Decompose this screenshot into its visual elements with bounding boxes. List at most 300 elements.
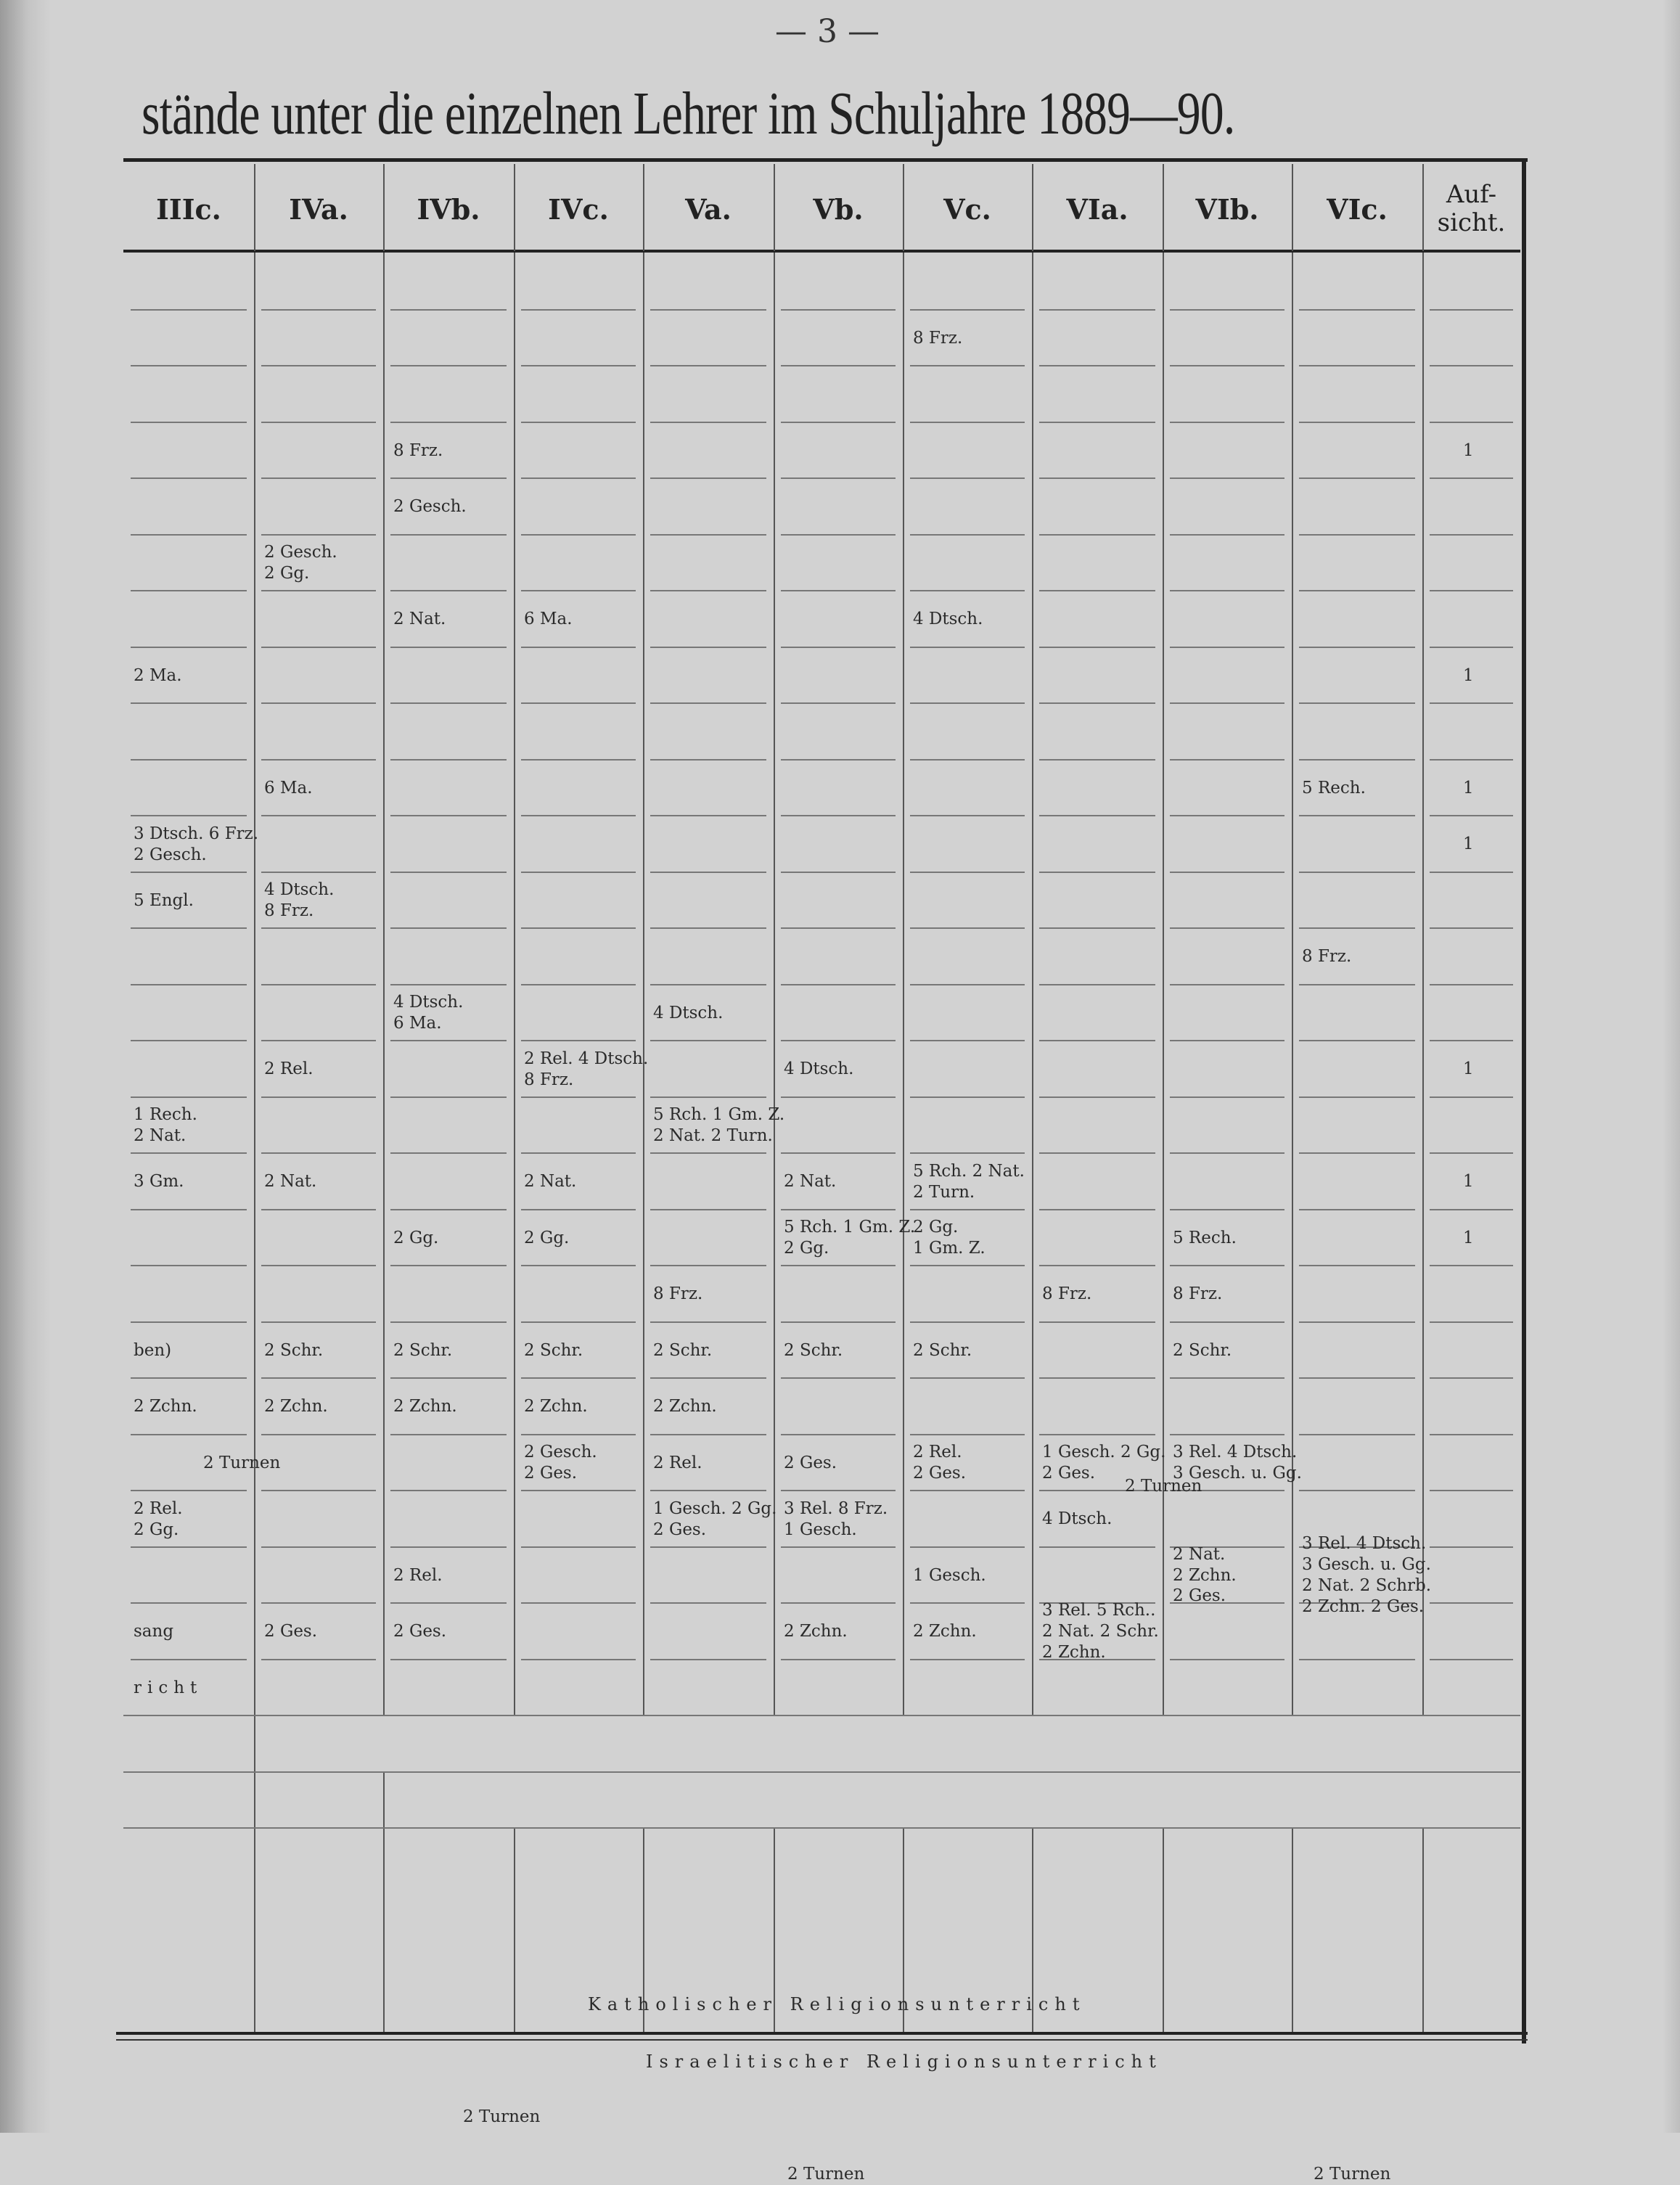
grid-hline xyxy=(1170,1096,1284,1098)
grid-hline xyxy=(1039,422,1155,423)
grid-hline xyxy=(1299,702,1415,704)
grid-hline xyxy=(650,647,766,648)
schedule-cell: 4 Dtsch. xyxy=(784,1059,854,1079)
grid-hline xyxy=(521,759,636,761)
grid-hline xyxy=(1299,1040,1415,1041)
grid-hline xyxy=(261,1321,376,1323)
grid-hline xyxy=(390,422,507,423)
grid-hline xyxy=(123,1715,1520,1716)
schedule-cell: 5 Engl. xyxy=(134,890,194,910)
grid-vline xyxy=(514,253,515,1715)
grid-hline xyxy=(131,590,247,591)
grid-hline xyxy=(1170,1152,1284,1154)
grid-hline xyxy=(781,815,896,816)
grid-hline xyxy=(261,309,376,311)
grid-hline xyxy=(1430,927,1513,929)
grid-hline xyxy=(261,702,376,704)
grid-hline xyxy=(781,702,896,704)
schedule-cell: 2 Gesch. 2 Ges. xyxy=(524,1443,597,1483)
grid-vline xyxy=(254,253,255,2032)
grid-hline xyxy=(1299,309,1415,311)
schedule-cell: sang xyxy=(134,1622,174,1641)
grid-hline xyxy=(1039,1209,1155,1210)
grid-hline xyxy=(521,1265,636,1266)
grid-hline xyxy=(910,1377,1025,1379)
schedule-cell: 2 Rel. xyxy=(653,1453,702,1472)
span-israelitischer-religionsunterricht: Israelitischer Religionsunterricht xyxy=(646,2051,1163,2072)
grid-hline xyxy=(650,927,766,929)
schedule-cell: 8 Frz. xyxy=(1302,947,1352,967)
grid-hline xyxy=(781,647,896,648)
grid-hline xyxy=(1430,590,1513,591)
grid-hline xyxy=(910,702,1025,704)
grid-hline xyxy=(131,1096,247,1098)
schedule-cell: 1 xyxy=(1463,1172,1474,1192)
grid-hline xyxy=(1299,365,1415,366)
grid-hline xyxy=(650,309,766,311)
grid-hline xyxy=(521,1321,636,1323)
grid-vline xyxy=(1032,164,1033,251)
grid-hline xyxy=(131,984,247,985)
grid-hline xyxy=(1039,1096,1155,1098)
grid-hline xyxy=(521,477,636,479)
grid-hline xyxy=(1430,1096,1513,1098)
grid-hline xyxy=(1299,1659,1415,1660)
grid-hline xyxy=(910,477,1025,479)
grid-hline xyxy=(781,1490,896,1491)
grid-hline xyxy=(1430,984,1513,985)
grid-hline xyxy=(1039,1546,1155,1548)
grid-vline xyxy=(254,164,255,251)
grid-hline xyxy=(521,590,636,591)
grid-hline xyxy=(781,590,896,591)
grid-hline xyxy=(390,590,507,591)
schedule-cell: 2 Gesch. xyxy=(393,497,467,517)
grid-hline xyxy=(781,1602,896,1604)
grid-hline xyxy=(1299,815,1415,816)
grid-vline xyxy=(903,253,904,1715)
grid-hline xyxy=(1039,477,1155,479)
grid-hline xyxy=(910,1434,1025,1435)
grid-hline xyxy=(781,1265,896,1266)
grid-hline xyxy=(1170,759,1284,761)
grid-hline xyxy=(1430,309,1513,311)
grid-hline xyxy=(390,1265,507,1266)
schedule-cell: 2 Gg. xyxy=(393,1228,439,1247)
grid-hline xyxy=(521,365,636,366)
grid-hline xyxy=(910,1602,1025,1604)
grid-hline xyxy=(131,365,247,366)
schedule-table xyxy=(123,158,1528,2184)
grid-hline xyxy=(131,702,247,704)
grid-hline xyxy=(1170,815,1284,816)
schedule-cell: 3 Dtsch. 6 Frz. 2 Gesch. xyxy=(134,824,259,864)
grid-hline xyxy=(261,927,376,929)
grid-hline xyxy=(910,1265,1025,1266)
grid-vline xyxy=(1422,1827,1424,2032)
grid-hline xyxy=(390,927,507,929)
grid-hline xyxy=(910,815,1025,816)
grid-hline xyxy=(521,984,636,985)
grid-hline xyxy=(1039,647,1155,648)
grid-hline xyxy=(131,759,247,761)
grid-hline xyxy=(781,422,896,423)
grid-hline xyxy=(1039,309,1155,311)
schedule-cell: 2 Nat. xyxy=(393,610,446,629)
grid-hline xyxy=(131,309,247,311)
schedule-cell: 5 Rech. xyxy=(1173,1228,1237,1247)
schedule-cell: 1 xyxy=(1463,1059,1474,1079)
grid-vline xyxy=(1292,164,1293,251)
grid-hline xyxy=(1039,1040,1155,1041)
schedule-cell: 2 Schr. xyxy=(653,1340,713,1360)
grid-hline xyxy=(1170,477,1284,479)
grid-hline xyxy=(261,872,376,873)
schedule-cell: 2 Schr. xyxy=(393,1340,453,1360)
grid-hline xyxy=(781,927,896,929)
grid-hline xyxy=(1430,1265,1513,1266)
grid-hline xyxy=(521,815,636,816)
grid-hline xyxy=(910,1546,1025,1548)
grid-vline xyxy=(643,253,644,1715)
grid-hline xyxy=(261,1377,376,1379)
grid-hline xyxy=(1039,1434,1155,1435)
grid-hline xyxy=(261,984,376,985)
grid-hline xyxy=(1299,1434,1415,1435)
grid-hline xyxy=(521,309,636,311)
grid-hline xyxy=(1039,1321,1155,1323)
grid-hline xyxy=(1299,984,1415,985)
grid-hline xyxy=(521,1602,636,1604)
grid-hline xyxy=(1430,1659,1513,1660)
schedule-cell: 8 Frz. xyxy=(913,328,963,348)
grid-vline xyxy=(643,164,644,251)
grid-hline xyxy=(910,1040,1025,1041)
grid-hline xyxy=(131,872,247,873)
schedule-cell: 6 Ma. xyxy=(264,778,313,798)
schedule-cell: 2 Zchn. xyxy=(393,1397,457,1417)
grid-hline xyxy=(521,1096,636,1098)
grid-hline xyxy=(1039,1377,1155,1379)
grid-hline xyxy=(1170,534,1284,536)
grid-hline xyxy=(1430,815,1513,816)
grid-hline xyxy=(650,1377,766,1379)
grid-hline xyxy=(390,365,507,366)
grid-hline xyxy=(650,1546,766,1548)
grid-hline xyxy=(390,702,507,704)
grid-hline xyxy=(261,759,376,761)
column-header: Vc. xyxy=(943,192,991,226)
column-header: IVa. xyxy=(289,192,348,226)
grid-hline xyxy=(650,422,766,423)
grid-vline xyxy=(903,164,904,251)
schedule-cell: 8 Frz. xyxy=(1042,1284,1092,1304)
grid-hline xyxy=(650,872,766,873)
grid-hline xyxy=(131,647,247,648)
table-right-rule xyxy=(1522,158,1526,2043)
grid-hline xyxy=(521,927,636,929)
grid-hline xyxy=(390,1659,507,1660)
grid-hline xyxy=(521,534,636,536)
schedule-cell: 2 Schr. xyxy=(524,1340,583,1360)
grid-hline xyxy=(390,309,507,311)
schedule-cell: ben) xyxy=(134,1340,172,1360)
grid-hline xyxy=(1299,1096,1415,1098)
grid-vline xyxy=(1163,164,1164,251)
schedule-cell: 5 Rch. 2 Nat. 2 Turn. xyxy=(913,1161,1025,1202)
schedule-cell: 2 Zchn. xyxy=(524,1397,588,1417)
grid-hline xyxy=(261,1265,376,1266)
grid-hline xyxy=(781,1434,896,1435)
grid-hline xyxy=(650,1265,766,1266)
grid-hline xyxy=(910,365,1025,366)
grid-hline xyxy=(131,1490,247,1491)
schedule-cell: 4 Dtsch. 6 Ma. xyxy=(393,993,464,1033)
grid-hline xyxy=(131,422,247,423)
schedule-cell: 3 Rel. 5 Rch.. 2 Nat. 2 Schr. 2 Zchn. xyxy=(1042,1601,1159,1662)
grid-hline xyxy=(781,1321,896,1323)
grid-hline xyxy=(910,984,1025,985)
grid-hline xyxy=(390,534,507,536)
grid-hline xyxy=(131,1659,247,1660)
schedule-cell: 1 xyxy=(1463,665,1474,685)
grid-hline xyxy=(261,534,376,536)
grid-hline xyxy=(390,1209,507,1210)
schedule-cell: 2 Gesch. 2 Gg. xyxy=(264,543,337,583)
grid-hline xyxy=(390,1602,507,1604)
page-gutter-shadow xyxy=(0,0,51,2133)
grid-hline xyxy=(1430,1602,1513,1604)
grid-hline xyxy=(910,1209,1025,1210)
grid-hline xyxy=(131,477,247,479)
grid-hline xyxy=(1170,647,1284,648)
grid-hline xyxy=(910,1490,1025,1491)
grid-hline xyxy=(131,534,247,536)
schedule-cell: 1 xyxy=(1463,1228,1474,1247)
grid-hline xyxy=(390,1546,507,1548)
schedule-cell: 2 Nat. xyxy=(264,1172,317,1192)
grid-hline xyxy=(1299,647,1415,648)
schedule-cell: 2 Schr. xyxy=(264,1340,324,1360)
grid-hline xyxy=(521,1546,636,1548)
grid-hline xyxy=(131,1602,247,1604)
grid-hline xyxy=(1299,927,1415,929)
grid-hline xyxy=(1170,927,1284,929)
grid-hline xyxy=(650,815,766,816)
grid-hline xyxy=(390,1377,507,1379)
page-title: stände unter die einzelnen Lehrer im Schuljahre 1889—90. xyxy=(142,80,1235,147)
grid-hline xyxy=(1299,590,1415,591)
grid-hline xyxy=(781,1096,896,1098)
grid-hline xyxy=(650,534,766,536)
schedule-cell: 2 Zchn. xyxy=(264,1397,328,1417)
schedule-cell: 2 Rel. xyxy=(264,1059,314,1079)
grid-hline xyxy=(650,1096,766,1098)
schedule-cell: 1 Gesch. 2 Gg. 2 Ges. xyxy=(653,1499,777,1539)
schedule-cell: 1 Rech. 2 Nat. xyxy=(134,1105,197,1145)
grid-hline xyxy=(1170,1434,1284,1435)
schedule-cell: 4 Dtsch. 8 Frz. xyxy=(264,880,335,920)
grid-hline xyxy=(521,1434,636,1435)
grid-hline xyxy=(390,872,507,873)
grid-hline xyxy=(1430,1377,1513,1379)
column-header: Va. xyxy=(685,192,732,226)
schedule-cell: 2 Schr. xyxy=(1173,1340,1232,1360)
grid-hline xyxy=(1430,534,1513,536)
grid-hline xyxy=(390,1434,507,1435)
grid-hline xyxy=(521,1659,636,1660)
grid-hline xyxy=(650,1152,766,1154)
grid-hline xyxy=(131,1040,247,1041)
grid-hline xyxy=(390,647,507,648)
grid-hline xyxy=(521,702,636,704)
grid-hline xyxy=(521,1490,636,1491)
schedule-cell: 4 Dtsch. xyxy=(653,1003,724,1022)
grid-hline xyxy=(910,1659,1025,1660)
grid-hline xyxy=(390,1490,507,1491)
grid-hline xyxy=(781,759,896,761)
grid-vline xyxy=(514,1827,515,2032)
grid-hline xyxy=(1170,1321,1284,1323)
grid-vline xyxy=(1292,1827,1293,2032)
grid-hline xyxy=(390,1096,507,1098)
grid-hline xyxy=(1430,1546,1513,1548)
grid-hline xyxy=(910,422,1025,423)
grid-hline xyxy=(123,1827,1520,1829)
grid-hline xyxy=(521,1209,636,1210)
schedule-cell: 6 Ma. xyxy=(524,610,573,629)
grid-hline xyxy=(910,759,1025,761)
grid-hline xyxy=(1299,759,1415,761)
grid-hline xyxy=(1299,1152,1415,1154)
span-turnen-via-vib: 2 Turnen xyxy=(1125,1477,1202,1496)
grid-hline xyxy=(910,872,1025,873)
grid-hline xyxy=(1170,1040,1284,1041)
grid-hline xyxy=(1170,872,1284,873)
grid-hline xyxy=(1170,702,1284,704)
grid-vline xyxy=(774,164,775,251)
grid-hline xyxy=(1039,590,1155,591)
grid-hline xyxy=(1170,309,1284,311)
grid-hline xyxy=(1170,1377,1284,1379)
table-bottom-rule xyxy=(116,2032,1528,2035)
grid-vline xyxy=(1163,1827,1164,2032)
schedule-cell: 3 Rel. 8 Frz. 1 Gesch. xyxy=(784,1499,888,1539)
grid-hline xyxy=(261,1152,376,1154)
column-header: IIIc. xyxy=(156,192,221,226)
schedule-cell: 2 Rel. 4 Dtsch. 8 Frz. xyxy=(524,1049,649,1089)
schedule-cell: 2 Ges. xyxy=(393,1622,447,1641)
column-header: Auf- sicht. xyxy=(1437,179,1506,237)
schedule-cell: 2 Gg. xyxy=(524,1228,570,1247)
schedule-cell: 3 Rel. 4 Dtsch. 3 Gesch. u. Gg. xyxy=(1173,1443,1302,1483)
grid-hline xyxy=(261,1490,376,1491)
grid-hline xyxy=(1299,422,1415,423)
grid-hline xyxy=(1039,702,1155,704)
schedule-cell: 5 Rch. 1 Gm. Z. 2 Gg. xyxy=(784,1218,916,1258)
grid-hline xyxy=(650,1209,766,1210)
grid-hline xyxy=(1170,984,1284,985)
grid-hline xyxy=(910,1152,1025,1154)
grid-vline xyxy=(514,164,515,251)
grid-hline xyxy=(1039,984,1155,985)
grid-hline xyxy=(261,1209,376,1210)
grid-hline xyxy=(131,1209,247,1210)
grid-hline xyxy=(123,1771,1520,1773)
schedule-cell: 2 Ma. xyxy=(134,665,182,685)
column-header: VIa. xyxy=(1066,192,1128,226)
schedule-cell: richt xyxy=(134,1678,203,1697)
grid-hline xyxy=(1170,1265,1284,1266)
grid-hline xyxy=(1170,1659,1284,1660)
column-header: VIc. xyxy=(1327,192,1388,226)
grid-hline xyxy=(261,477,376,479)
grid-hline xyxy=(1170,590,1284,591)
grid-hline xyxy=(1299,1209,1415,1210)
grid-vline xyxy=(1032,253,1033,1715)
grid-hline xyxy=(650,1602,766,1604)
schedule-cell: 2 Rel. 2 Gg. xyxy=(134,1499,183,1539)
schedule-cell: 2 Ges. xyxy=(264,1622,318,1641)
grid-hline xyxy=(1039,815,1155,816)
schedule-cell: 2 Zchn. xyxy=(653,1397,717,1417)
grid-hline xyxy=(910,1321,1025,1323)
grid-hline xyxy=(1430,759,1513,761)
schedule-cell: 1 Gesch. xyxy=(913,1565,986,1585)
grid-hline xyxy=(390,1152,507,1154)
grid-hline xyxy=(910,647,1025,648)
table-top-rule xyxy=(123,158,1528,162)
schedule-cell: 1 Gesch. 2 Gg. 2 Ges. xyxy=(1042,1443,1166,1483)
grid-hline xyxy=(261,815,376,816)
grid-hline xyxy=(650,1659,766,1660)
grid-hline xyxy=(1170,422,1284,423)
schedule-cell: 2 Ges. xyxy=(784,1453,837,1472)
schedule-cell: 2 Rel. 2 Ges. xyxy=(913,1443,967,1483)
schedule-cell: 2 Nat. xyxy=(524,1172,577,1192)
schedule-cell: 8 Frz. xyxy=(653,1284,703,1304)
grid-hline xyxy=(1170,1209,1284,1210)
grid-vline xyxy=(383,164,385,251)
grid-hline xyxy=(650,1040,766,1041)
column-header: IVb. xyxy=(417,192,480,226)
grid-hline xyxy=(781,1377,896,1379)
grid-hline xyxy=(1430,422,1513,423)
grid-hline xyxy=(131,1377,247,1379)
grid-hline xyxy=(781,1152,896,1154)
grid-hline xyxy=(781,1040,896,1041)
grid-hline xyxy=(781,984,896,985)
grid-hline xyxy=(1039,1152,1155,1154)
page-number: — 3 — xyxy=(775,13,880,50)
grid-vline xyxy=(1422,164,1424,251)
table-bottom-rule-thin xyxy=(116,2039,1528,2041)
grid-hline xyxy=(781,477,896,479)
grid-hline xyxy=(390,759,507,761)
grid-hline xyxy=(1430,1152,1513,1154)
grid-hline xyxy=(521,1152,636,1154)
grid-hline xyxy=(1299,477,1415,479)
grid-hline xyxy=(1039,872,1155,873)
grid-hline xyxy=(521,872,636,873)
span-turnen-iiic-iva: 2 Turnen xyxy=(203,1454,281,1472)
grid-hline xyxy=(521,1377,636,1379)
schedule-cell: 8 Frz. xyxy=(393,440,443,460)
column-header: VIb. xyxy=(1195,192,1259,226)
grid-hline xyxy=(1039,927,1155,929)
grid-hline xyxy=(650,590,766,591)
schedule-cell: 2 Schr. xyxy=(784,1340,843,1360)
